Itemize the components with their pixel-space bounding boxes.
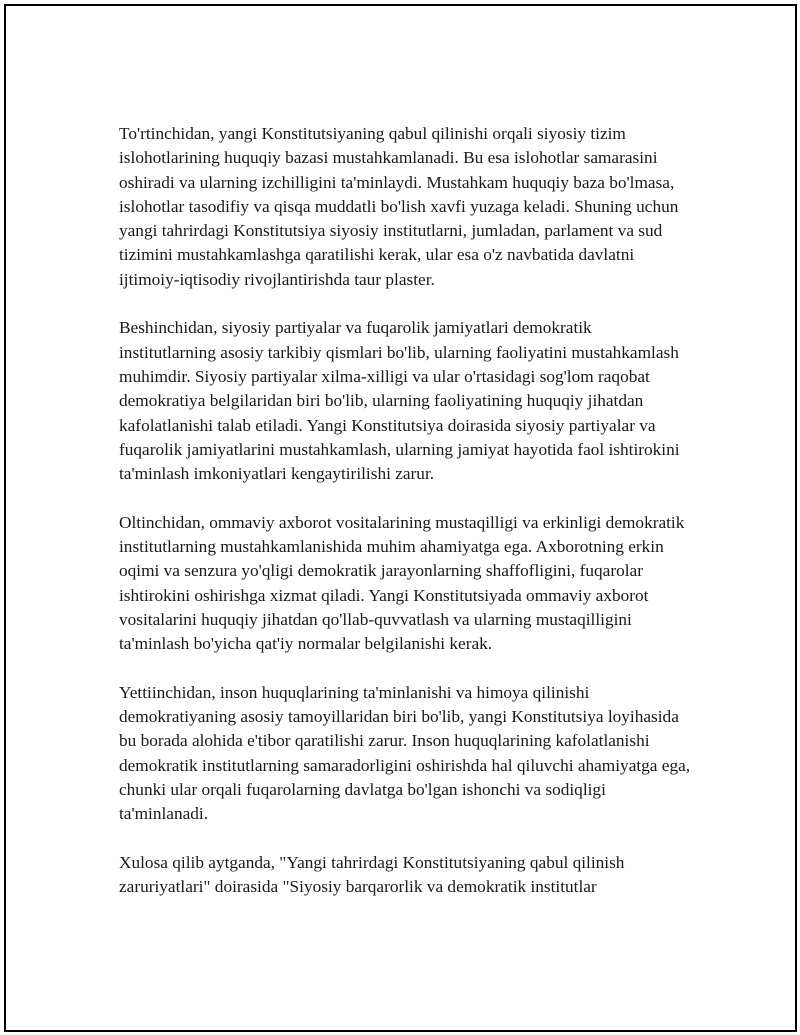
paragraph-seventh-point: Yettiinchidan, inson huquqlarining ta'minlanishi va himoya qilinishi demokratiyaning asosiy tamoyillaridan biri bo'lib, yangi Konstitutsiya loyihasida bu borada alohida e'tibor qaratilishi zarur. Inson huquqlarining kafolatlanishi demokratik institutlarning samaradorligini oshirishda hal qiluvchi ahamiyatga ega, chunki ular orqali fuqarolarning davlatga bo'lgan ishonchi va sodiqligi ta'minlanadi. [119, 682, 691, 824]
document-body [119, 122, 691, 924]
paragraph-fifth-point: Beshinchidan, siyosiy partiyalar va fuqarolik jamiyatlari demokratik institutlarning asosiy tarkibiy qismlari bo'lib, ularning faoliyatini mustahkamlash muhimdir. Siyosiy partiyalar xilma-xilligi va ular o'rtasidagi sog'lom raqobat demokratiya belgilaridan biri bo'lib, ularning faoliyatining huquqiy jihatdan kafolatlanishi talab etiladi. Yangi Konstitutsiya doirasida siyosiy partiyalar va fuqarolik jamiyatlarini mustahkamlash, ularning jamiyat hayotida faol ishtirokini ta'minlash imkoniyatlari kengaytirilishi zarur. [119, 318, 680, 484]
paragraph-fourth-point: To'rtinchidan, yangi Konstitutsiyaning qabul qilinishi orqali siyosiy tizim islohotlarining huquqiy bazasi mustahkamlanadi. Bu esa islohotlar samarasini oshiradi va ularning izchilligini ta'minlaydi. Mustahkam huquqiy baza bo'lmasa, islohotlar tasodifiy va qisqa muddatli bo'lish xavfi yuzaga keladi. Shuning uchun yangi tahrirdagi Konstitutsiya siyosiy institutlarni, jumladan, parlament va sud tizimini mustahkamlashga qaratilishi kerak, ular esa o'z navbatida davlatni ijtimoiy-iqtisodiy rivojlantirishda taur plaster. [119, 124, 679, 289]
paragraph-conclusion: Xulosa qilib aytganda, "Yangi tahrirdagi Konstitutsiyaning qabul qilinish zaruriyatlari" doirasida "Siyosiy barqarorlik va demokratik institutlar [119, 852, 625, 897]
document-page [4, 4, 797, 1032]
paragraph-sixth-point: Oltinchidan, ommaviy axborot vositalarining mustaqilligi va erkinligi demokratik institutlarning mustahkamlanishida muhim ahamiyatga ega. Axborotning erkin oqimi va senzura yo'qligi demokratik jarayonlarning shaffofligini, fuqarolar ishtirokini oshirishga xizmat qiladi. Yangi Konstitutsiyada ommaviy axborot vositalarini huquqiy jihatdan qo'llab-quvvatlash va ularning mustaqilligini ta'minlash bo'yicha qat'iy normalar belgilanishi kerak. [119, 512, 685, 654]
